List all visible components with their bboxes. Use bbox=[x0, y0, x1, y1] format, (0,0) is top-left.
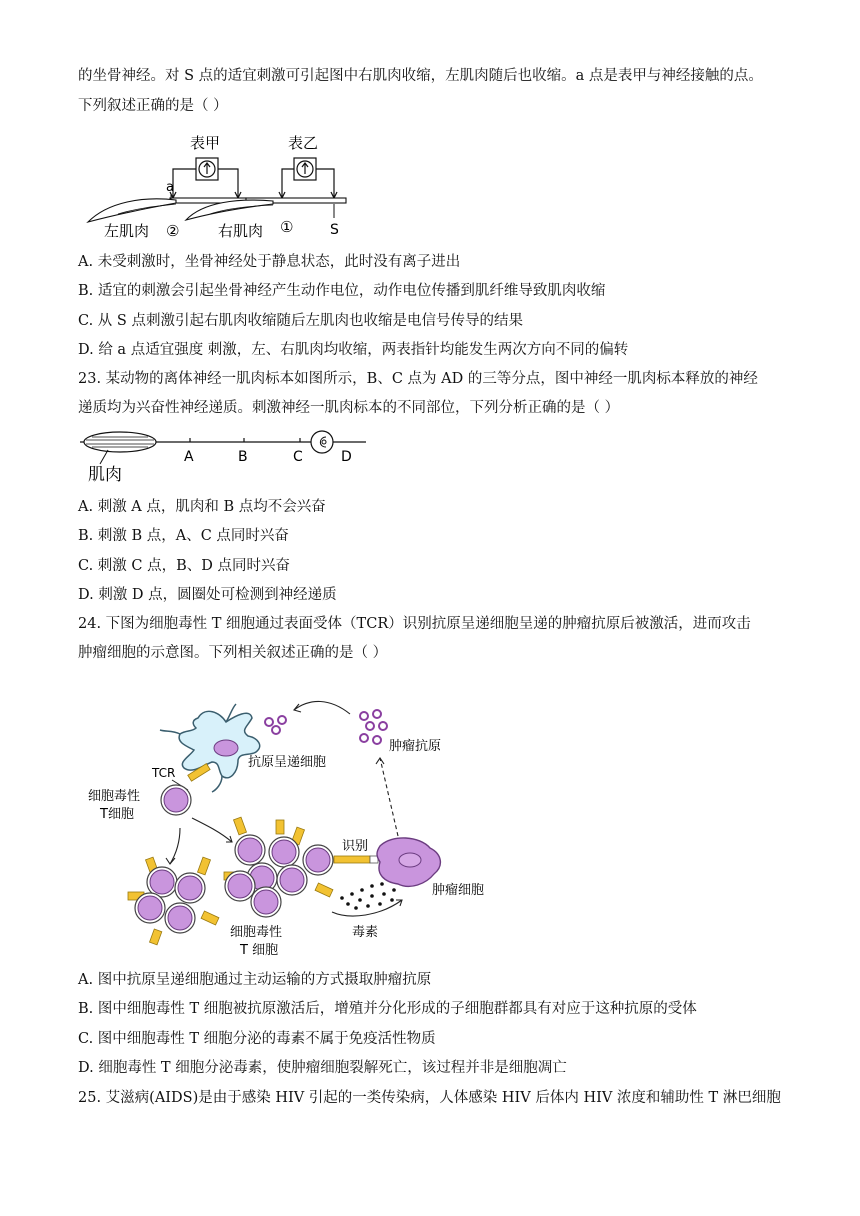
question-23-stem-line1: 23. 某动物的离体神经一肌肉标本如图所示，B、C 点为 AD 的三等分点，图中神经一肌肉标本释放的神经 bbox=[78, 371, 758, 387]
label-point-a: a bbox=[166, 180, 174, 195]
question-23-option-c: C. 刺激 C 点，B、D 点同时兴奋 bbox=[78, 558, 290, 574]
label-tumor-cell: 肿瘤细胞 bbox=[432, 883, 485, 898]
label-point-D: D bbox=[341, 449, 352, 465]
label-toxin: 毒素 bbox=[352, 925, 379, 940]
figure-24-t-cell-diagram bbox=[80, 686, 520, 964]
label-circle-1: ① bbox=[280, 218, 294, 236]
muscle-ellipse bbox=[84, 432, 156, 452]
question-22-option-d: D. 给 a 点适宜强度 刺激，左、右肌肉均收缩，两表指针均能发生两次方向不同的偏转 bbox=[78, 342, 629, 358]
label-point-A: A bbox=[184, 449, 194, 465]
label-right-muscle: 右肌肉 bbox=[218, 222, 264, 240]
label-ctl2-line1: 细胞毒性 bbox=[230, 925, 283, 940]
tumor-antigen-cluster bbox=[360, 710, 387, 744]
label-ctl2-line2: T 细胞 bbox=[240, 943, 279, 958]
label-meter-b: 表乙 bbox=[288, 134, 319, 152]
question-23-stem-line2: 递质均为兴奋性神经递质。刺激神经一肌肉标本的不同部位，下列分析正确的是（ ） bbox=[78, 400, 620, 416]
label-tcr: TCR bbox=[152, 766, 176, 780]
label-tumor-antigen: 肿瘤抗原 bbox=[389, 739, 442, 754]
question-23-option-b: B. 刺激 B 点，A、C 点同时兴奋 bbox=[78, 528, 289, 544]
question-24-stem-line1: 24. 下图为细胞毒性 T 细胞通过表面受体（TCR）识别抗原呈递细胞呈递的肿瘤抗原后被激活，进而攻击 bbox=[78, 616, 751, 632]
question-22-stem-line2: 下列叙述正确的是（ ） bbox=[78, 98, 228, 114]
question-24-option-a: A. 图中抗原呈递细胞通过主动运输的方式摄取肿瘤抗原 bbox=[78, 972, 432, 988]
question-24-option-b: B. 图中细胞毒性 T 细胞被抗原激活后，增殖并分化形成的子细胞群都具有对应于这种抗原的受体 bbox=[78, 1001, 697, 1017]
label-circle-2: ② bbox=[166, 222, 180, 240]
label-apc: 抗原呈递细胞 bbox=[248, 755, 327, 770]
label-meter-a: 表甲 bbox=[190, 134, 221, 152]
question-22-stem-line1: 的坐骨神经。对 S 点的适宜刺激可引起图中右肌肉收缩，左肌肉随后也收缩。a 点是表甲与神经接触的点。 bbox=[78, 68, 763, 84]
question-24-option-c: C. 图中细胞毒性 T 细胞分泌的毒素不属于免疫活性物质 bbox=[78, 1031, 436, 1047]
question-23-option-a: A. 刺激 A 点，肌肉和 B 点均不会兴奋 bbox=[78, 499, 326, 515]
label-point-C: C bbox=[293, 449, 303, 465]
label-left-muscle: 左肌肉 bbox=[104, 222, 150, 240]
ctl-cluster-right bbox=[224, 817, 333, 917]
question-24-option-d: D. 细胞毒性 T 细胞分泌毒素，使肿瘤细胞裂解死亡，该过程并非是细胞凋亡 bbox=[78, 1060, 567, 1076]
question-24-stem-line2: 肿瘤细胞的示意图。下列相关叙述正确的是（ ） bbox=[78, 645, 388, 661]
question-23-option-d: D. 刺激 D 点，圆圈处可检测到神经递质 bbox=[78, 587, 337, 603]
question-22-option-a: A. 未受刺激时，坐骨神经处于静息状态，此时没有离子进出 bbox=[78, 254, 461, 270]
label-point-s: S bbox=[330, 222, 339, 238]
label-ctl-line1: 细胞毒性 bbox=[88, 789, 141, 804]
figure-23-nerve-muscle bbox=[78, 424, 378, 486]
label-muscle: 肌肉 bbox=[88, 465, 122, 485]
figure-22-nerve-meters bbox=[78, 128, 368, 246]
toxin-particles bbox=[340, 882, 396, 910]
ctl-cluster-left bbox=[128, 857, 219, 945]
question-25-stem-line1: 25. 艾滋病(AIDS)是由于感染 HIV 引起的一类传染病，人体感染 HIV 后体内 HIV 浓度和辅助性 T 淋巴细胞 bbox=[78, 1090, 781, 1106]
apc-nucleus bbox=[214, 740, 238, 756]
label-point-B: B bbox=[238, 449, 248, 465]
label-ctl-line2: T细胞 bbox=[100, 807, 134, 822]
question-22-option-b: B. 适宜的刺激会引起坐骨神经产生动作电位，动作电位传播到肌纤维导致肌肉收缩 bbox=[78, 283, 606, 299]
question-22-option-c: C. 从 S 点刺激引起右肌肉收缩随后左肌肉也收缩是电信号传导的结果 bbox=[78, 313, 523, 329]
label-recognize: 识别 bbox=[342, 839, 369, 854]
